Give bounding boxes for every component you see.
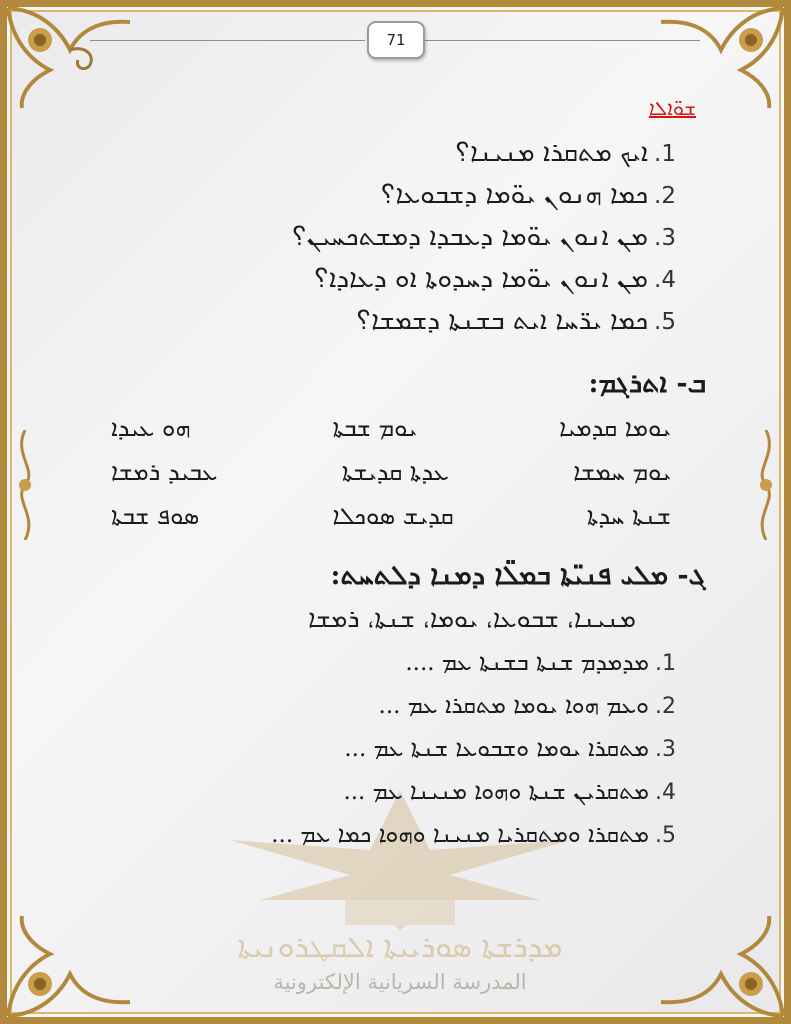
word-bank: ܡܢܝܢܐ، ܫܒܘܥܐ، ܝܘܡܐ، ܫܢܬܐ، ܪܡܫܐ [308,604,636,633]
side-ornament [8,430,42,540]
watermark-arabic: المدرسة السريانية الإلكترونية [273,970,527,994]
translation-item: ܗܘ ܥܝܕܐ [111,414,191,442]
header-rule [425,40,700,41]
corner-ornament [0,914,150,1024]
translation-item: ܝܘܡܐ ܩܕܡܝܐ [559,414,671,442]
corner-ornament [641,914,791,1024]
section-c-heading: ܓ- ܡܠܝ ܦܢܝ̈ܬܐ ܒܡܠ̈ܐ ܕܡܢܐ ܕܠܬܚܬ: [330,560,706,591]
question-number: .4 [654,267,676,293]
watermark-syriac: ܡܕܪܫܬܐ ܣܘܪܝܝܬܐ ܐܠܩܛܪܘܢܝܬܐ [237,930,563,965]
sentence-number: .5 [655,823,676,848]
translation-item: ܫܢܬܐ ܚܕܬܐ [586,502,671,530]
translation-item: ܥܒܝܕ ܪܡܫܐ [111,458,218,486]
exercises-heading: ܫܘ̈ܐܠܐ [648,96,696,120]
question-text: ܡܢ ܐܢܘܢ ܝܘ̈ܡܐ ܕܚܕܘܬܐ ܐܘ ܕܥܐܕܐ؟ [314,264,649,294]
question-item [357,306,676,337]
sentence-item [344,736,676,762]
translation-row [111,502,671,530]
side-ornament [749,430,783,540]
header-rule [90,40,365,41]
question-item [292,222,676,253]
translation-item: ܝܘܡ ܫܒܬܐ [332,414,418,442]
sentence-number: .4 [655,780,676,805]
question-item [456,138,676,169]
section-b-heading: ܒ- ܐܬܪܓܡ: [588,368,706,399]
page-number: 71 [367,21,425,59]
sentence-text: ܘܥܡ ܗܘܐ ܝܘܡܐ ܡܬܩܪܐ ܥܡ ... [378,693,649,719]
question-number: .2 [654,183,676,209]
sentence-number: .3 [655,737,676,762]
translation-item: ܥܕܬܐ ܩܕܝܫܬܐ [341,458,449,486]
translation-row [111,458,671,486]
sentence-item [405,650,676,676]
translation-row [111,414,671,442]
question-text: ܟܡܐ ܗܢܘܢ ܝܘ̈ܡܐ ܕܫܒܘܥܐ؟ [381,180,649,210]
corner-ornament [641,0,791,110]
question-item [315,264,676,295]
sentence-text: ܡܬܩܪܝܢ ܫܢܬܐ ܘܗܘܐ ܡܢܝܢܐ ܥܡ ... [343,779,649,805]
sentence-text: ܡܬܩܪܐ ܘܡܬܩܪܝܐ ܡܢܝܢܐ ܘܗܘܐ ܟܡܐ ܥܡ ... [271,822,649,848]
question-text: ܐܝܟ ܡܬܩܪܐ ܡܢܝܢܐ؟ [455,138,649,168]
question-text: ܟܡܐ ܝܪ̈ܚܐ ܐܝܬ ܒܫܢܬܐ ܕܫܡܫܐ؟ [356,306,649,336]
sentence-item [343,779,676,805]
sentence-item [379,693,676,719]
question-text: ܡܢ ܐܢܘܢ ܝܘ̈ܡܐ ܕܥܒܕܐ ܕܡܫܬܟܚܝܢ؟ [292,222,649,252]
sentence-text: ܡܕܡܕܡ ܫܢܬܐ ܒܫܢܬܐ ܥܡ .... [405,650,649,676]
translation-item: ܣܘܦ ܫܒܬܐ [111,502,200,530]
corner-ornament [0,0,150,110]
question-number: .5 [654,309,676,335]
question-item [381,180,676,211]
sentence-item [271,822,676,848]
question-number: .1 [654,141,676,167]
question-number: .3 [654,225,676,251]
sentence-number: .2 [655,694,676,719]
translation-item: ܩܕܝܫ ܣܘܟܠܐ [332,502,454,530]
sentence-number: .1 [655,651,676,676]
translation-item: ܝܘܡ ܚܡܫܐ [573,458,671,486]
sentence-text: ܡܬܩܪܐ ܝܘܡܐ ܘܫܒܘܥܐ ܫܢܬܐ ܥܡ ... [344,736,649,762]
